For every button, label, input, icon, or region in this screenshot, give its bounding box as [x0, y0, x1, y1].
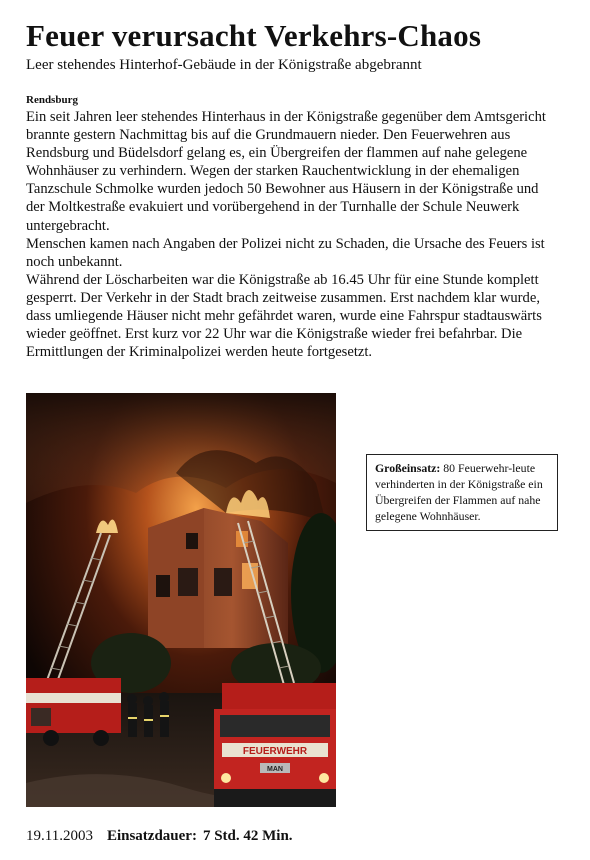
footer-duration-value: 7 Std. 42 Min.	[202, 828, 293, 844]
article-headline: Feuer verursacht Verkehrs-Chaos	[26, 18, 482, 53]
fire-scene-illustration	[26, 393, 336, 807]
paragraph-3: Während der Löscharbeiten war die Königstraße ab 16.45 Uhr für eine Stunde komplett gesperrt. Der Verkehr in der Stadt brach zeitweise zusammen. Erst nachdem klar wurde, dass umliegende Häuser nicht mehr gefährdet waren, wurde eine Fahrspur stadtauswärts wieder geöffnet. Erst kurz vor 22 Uhr war die Königstraße wieder frei befahrbar. Die Ermittlungen der Kriminalpolizei werden heute fortgesetzt.	[26, 271, 542, 361]
article-body	[26, 108, 556, 361]
truck-brand: MAN	[267, 766, 283, 773]
caption-text: 80 Feuerwehr-leute verhinderten in der Königstraße ein Übergreifen der Flammen auf nahe gelegene Wohnhäuser.	[375, 461, 543, 523]
paragraph-1: Ein seit Jahren leer stehendes Hinterhaus in der Königstraße gegenüber dem Amtsgericht brannte gestern Nachmittag bis auf die Grundmauern nieder. Den Feuerwehren aus Rendsburg und Büdelsdorf gelang es, ein Übergreifen der flammen auf nahe gelegene Wohnhäuser zu verhindern. Wegen der starken Rauchentwicklung in der ehemaligen Tanzschule Schmolke wurden jedoch 50 Bewohner aus Häusern in der Königstraße und der Moltkestraße evakuiert und vorübergehend in der Turnhalle der Schule Neuwerk untergebracht.	[26, 109, 546, 234]
article-dateline: Rendsburg	[26, 94, 78, 106]
article-footer	[26, 828, 293, 845]
article-subheadline: Leer stehendes Hinterhof-Gebäude in der Königstraße abgebrannt	[26, 57, 422, 73]
fire-photo	[26, 393, 336, 807]
truck-label: FEUERWEHR	[242, 746, 308, 757]
paragraph-2: Menschen kamen nach Angaben der Polizei nicht zu Schaden, die Ursache des Feuers ist noch unbekannt.	[26, 235, 545, 270]
caption-lead: Großeinsatz:	[375, 461, 441, 475]
footer-duration-label: Einsatzdauer:	[106, 828, 197, 844]
photo-caption-box	[366, 454, 558, 531]
footer-date: 19.11.2003	[26, 828, 93, 844]
